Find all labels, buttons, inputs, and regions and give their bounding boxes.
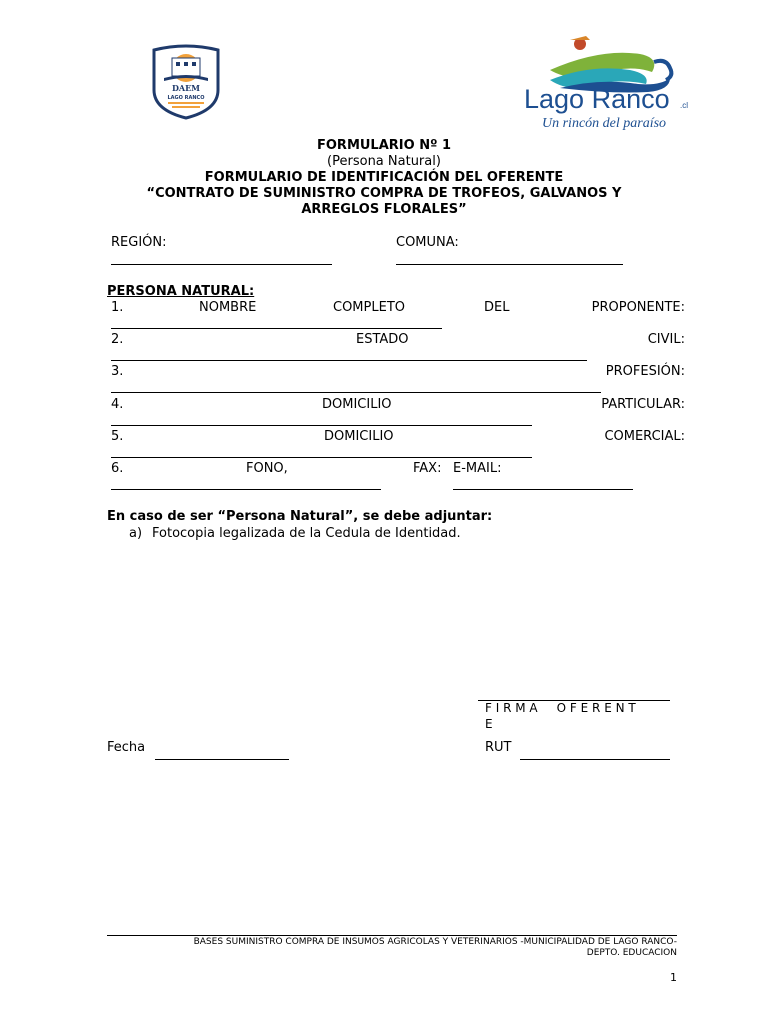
comuna-label: COMUNA: xyxy=(396,235,459,250)
row-domicilio-particular xyxy=(111,397,685,415)
row-word: NOMBRE xyxy=(199,300,257,315)
firma-label-end: E xyxy=(485,717,493,731)
rut-field[interactable] xyxy=(520,759,670,760)
domicilio-particular-field[interactable] xyxy=(111,425,532,426)
row-word: COMERCIAL: xyxy=(604,429,685,444)
firma-label: F I R M A O F E R E N T xyxy=(485,701,636,715)
rut-label: RUT xyxy=(485,740,512,755)
footer-line-1: BASES SUMINISTRO COMPRA DE INSUMOS AGRICOLAS Y VETERINARIOS -MUNICIPALIDAD DE LAGO RANCO- xyxy=(193,937,677,947)
row-number: 6. xyxy=(111,461,124,476)
row-word: E-MAIL: xyxy=(453,461,502,476)
row-estado-civil xyxy=(111,332,685,350)
row-number: 1. xyxy=(111,300,124,315)
town-suffix: .cl xyxy=(680,101,688,110)
region-field[interactable] xyxy=(111,264,332,265)
attachments-title: En caso de ser “Persona Natural”, se debe adjuntar: xyxy=(107,509,493,524)
section-title: PERSONA NATURAL: xyxy=(107,284,255,299)
daem-title: DAEM xyxy=(171,83,201,93)
daem-subtitle: LAGO RANCO xyxy=(167,95,205,101)
row-word: PROPONENTE: xyxy=(591,300,685,315)
row-word: DOMICILIO xyxy=(322,397,392,412)
domicilio-comercial-field[interactable] xyxy=(111,457,532,458)
row-word: PROFESIÓN: xyxy=(605,364,685,379)
form-title: FORMULARIO DE IDENTIFICACIÓN DEL OFERENTE xyxy=(204,170,564,185)
fono-fax-field[interactable] xyxy=(111,489,381,490)
row-word: DOMICILIO xyxy=(324,429,394,444)
fecha-field[interactable] xyxy=(155,759,289,760)
bird-icon xyxy=(570,36,590,50)
estado-civil-field[interactable] xyxy=(111,360,587,361)
row-word: PARTICULAR: xyxy=(601,397,685,412)
row-number: 2. xyxy=(111,332,124,347)
daem-logo xyxy=(150,44,222,120)
row-contacto xyxy=(111,461,685,479)
page-number: 1 xyxy=(670,971,677,984)
comuna-field[interactable] xyxy=(396,264,623,265)
row-number: 5. xyxy=(111,429,124,444)
profesion-field[interactable] xyxy=(111,392,601,393)
row-word: ESTADO xyxy=(356,332,409,347)
attachment-marker: a) xyxy=(129,526,143,541)
region-label: REGIÓN: xyxy=(111,235,167,250)
contract-line-1: “CONTRATO DE SUMINISTRO COMPRA DE TROFEOS, GALVANOS Y xyxy=(146,186,622,201)
row-word: CIVIL: xyxy=(647,332,685,347)
row-number: 3. xyxy=(111,364,124,379)
row-word: FAX: xyxy=(413,461,442,476)
person-type: (Persona Natural) xyxy=(327,154,441,169)
footer-line-2: DEPTO. EDUCACION xyxy=(586,948,677,958)
row-number: 4. xyxy=(111,397,124,412)
row-profesion xyxy=(111,364,685,382)
row-word: DEL xyxy=(484,300,510,315)
attachment-item: Fotocopia legalizada de la Cedula de Identidad. xyxy=(152,526,461,541)
lago-ranco-logo xyxy=(520,28,696,132)
form-number: FORMULARIO Nº 1 xyxy=(317,138,451,153)
row-domicilio-comercial xyxy=(111,429,685,447)
contract-line-2: ARREGLOS FLORALES” xyxy=(301,202,467,217)
fecha-label: Fecha xyxy=(107,740,146,755)
row-word: FONO, xyxy=(246,461,288,476)
town-name: Lago Ranco xyxy=(524,84,670,114)
row-word: COMPLETO xyxy=(333,300,405,315)
nombre-field[interactable] xyxy=(111,328,442,329)
row-nombre xyxy=(111,300,685,318)
town-slogan: Un rincón del paraíso xyxy=(542,116,667,131)
email-field[interactable] xyxy=(453,489,633,490)
